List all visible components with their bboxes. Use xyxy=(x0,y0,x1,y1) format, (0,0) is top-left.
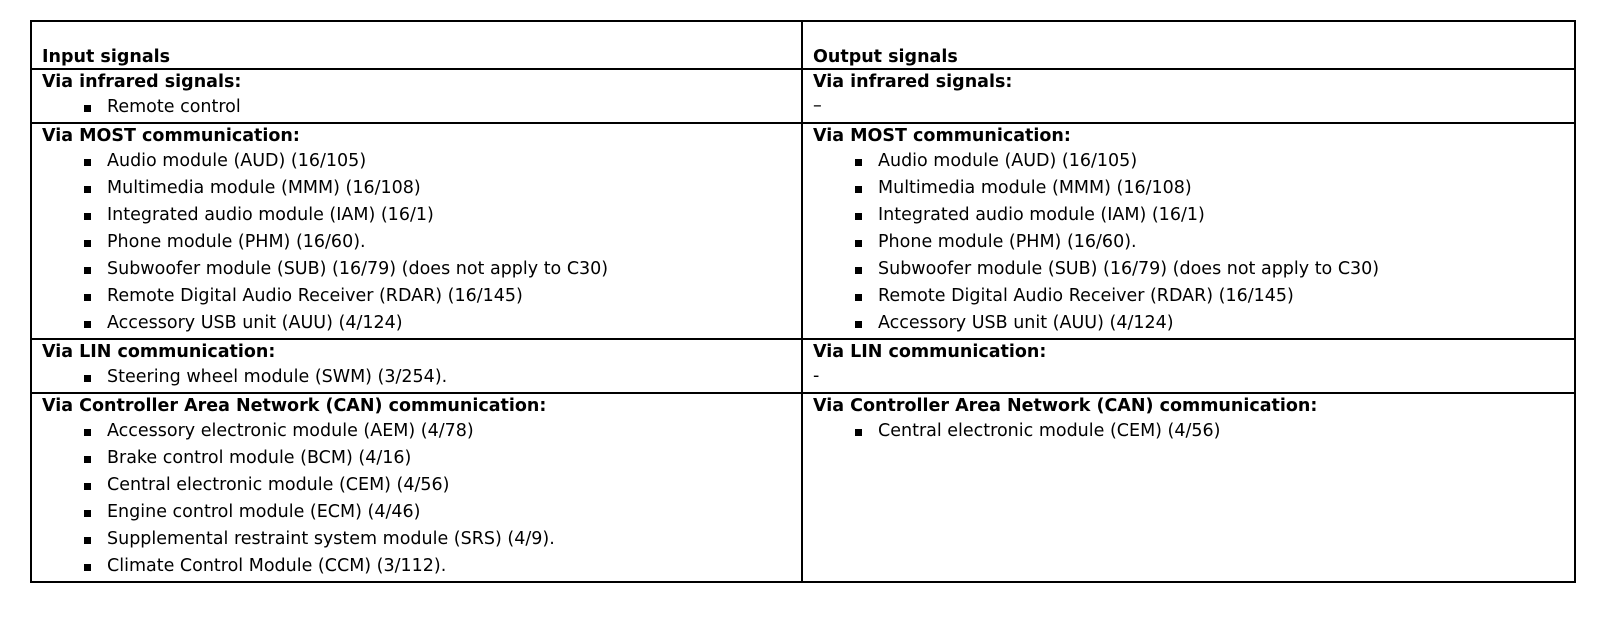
list-item-label: Engine control module (ECM) (4/46) xyxy=(107,502,421,522)
list-item-label: Multimedia module (MMM) (16/108) xyxy=(878,178,1192,198)
header-input-signals: Input signals xyxy=(31,21,802,69)
square-bullet-icon xyxy=(84,240,91,247)
list-item-label: Phone module (PHM) (16/60). xyxy=(878,232,1137,252)
module-list xyxy=(42,94,801,121)
square-bullet-icon xyxy=(84,510,91,517)
list-item-label: Supplemental restraint system module (SRS) (4/9). xyxy=(107,529,555,549)
list-item xyxy=(42,364,801,391)
signal-group-row xyxy=(31,69,1575,123)
group-title: Via infrared signals: xyxy=(42,72,242,92)
list-item-label: Subwoofer module (SUB) (16/79) (does not apply to C30) xyxy=(107,259,609,279)
output-signals-cell xyxy=(802,393,1575,582)
list-item xyxy=(42,310,801,337)
input-signals-cell xyxy=(31,69,802,123)
square-bullet-icon xyxy=(84,213,91,220)
list-item xyxy=(42,175,801,202)
header-row xyxy=(31,21,1575,69)
output-signals-cell xyxy=(802,123,1575,339)
input-signals-cell xyxy=(31,339,802,393)
square-bullet-icon xyxy=(855,294,862,301)
module-list xyxy=(42,364,801,391)
square-bullet-icon xyxy=(855,429,862,436)
list-item-label: Central electronic module (CEM) (4/56) xyxy=(878,421,1221,441)
square-bullet-icon xyxy=(855,159,862,166)
header-output-signals: Output signals xyxy=(802,21,1575,69)
group-title: Via LIN communication: xyxy=(813,342,1047,362)
empty-dash: – xyxy=(813,96,822,116)
square-bullet-icon xyxy=(855,213,862,220)
list-item xyxy=(813,148,1574,175)
square-bullet-icon xyxy=(84,537,91,544)
square-bullet-icon xyxy=(855,267,862,274)
list-item-label: Central electronic module (CEM) (4/56) xyxy=(107,475,450,495)
list-item-label: Brake control module (BCM) (4/16) xyxy=(107,448,412,468)
square-bullet-icon xyxy=(84,429,91,436)
list-item xyxy=(42,499,801,526)
group-title: Via MOST communication: xyxy=(42,126,300,146)
signals-table-body xyxy=(31,21,1575,582)
signal-group-row xyxy=(31,393,1575,582)
list-item xyxy=(813,202,1574,229)
list-item-label: Integrated audio module (IAM) (16/1) xyxy=(878,205,1205,225)
list-item xyxy=(813,283,1574,310)
input-signals-cell xyxy=(31,123,802,339)
list-item xyxy=(42,256,801,283)
square-bullet-icon xyxy=(855,321,862,328)
square-bullet-icon xyxy=(84,321,91,328)
square-bullet-icon xyxy=(84,564,91,571)
list-item-label: Audio module (AUD) (16/105) xyxy=(107,151,367,171)
list-item xyxy=(42,202,801,229)
list-item xyxy=(813,310,1574,337)
list-item xyxy=(42,553,801,580)
module-list xyxy=(813,418,1574,445)
list-item-label: Remote control xyxy=(107,97,241,117)
list-item-label: Climate Control Module (CCM) (3/112). xyxy=(107,556,447,576)
list-item xyxy=(42,283,801,310)
list-item xyxy=(42,229,801,256)
list-item xyxy=(42,526,801,553)
module-list xyxy=(42,148,801,337)
input-signals-cell xyxy=(31,393,802,582)
list-item-label: Subwoofer module (SUB) (16/79) (does not apply to C30) xyxy=(878,259,1380,279)
square-bullet-icon xyxy=(84,456,91,463)
list-item xyxy=(813,256,1574,283)
signals-table xyxy=(30,20,1576,583)
list-item-label: Phone module (PHM) (16/60). xyxy=(107,232,366,252)
list-item-label: Remote Digital Audio Receiver (RDAR) (16/145) xyxy=(107,286,523,306)
list-item-label: Steering wheel module (SWM) (3/254). xyxy=(107,367,448,387)
square-bullet-icon xyxy=(84,294,91,301)
list-item-label: Integrated audio module (IAM) (16/1) xyxy=(107,205,434,225)
square-bullet-icon xyxy=(84,186,91,193)
square-bullet-icon xyxy=(855,240,862,247)
list-item xyxy=(42,94,801,121)
list-item xyxy=(813,175,1574,202)
square-bullet-icon xyxy=(84,105,91,112)
list-item xyxy=(813,418,1574,445)
module-list xyxy=(42,418,801,580)
signal-group-row xyxy=(31,339,1575,393)
group-title: Via MOST communication: xyxy=(813,126,1071,146)
square-bullet-icon xyxy=(84,267,91,274)
group-title: Via LIN communication: xyxy=(42,342,276,362)
empty-dash: - xyxy=(813,366,820,386)
list-item-label: Multimedia module (MMM) (16/108) xyxy=(107,178,421,198)
list-item-label: Accessory USB unit (AUU) (4/124) xyxy=(107,313,403,333)
output-signals-cell xyxy=(802,339,1575,393)
square-bullet-icon xyxy=(84,159,91,166)
list-item-label: Accessory USB unit (AUU) (4/124) xyxy=(878,313,1174,333)
list-item-label: Audio module (AUD) (16/105) xyxy=(878,151,1138,171)
square-bullet-icon xyxy=(855,186,862,193)
output-signals-cell xyxy=(802,69,1575,123)
list-item xyxy=(42,445,801,472)
square-bullet-icon xyxy=(84,375,91,382)
list-item-label: Accessory electronic module (AEM) (4/78) xyxy=(107,421,474,441)
list-item xyxy=(813,229,1574,256)
module-list xyxy=(813,148,1574,337)
group-title: Via Controller Area Network (CAN) communication: xyxy=(42,396,547,416)
signal-group-row xyxy=(31,123,1575,339)
square-bullet-icon xyxy=(84,483,91,490)
group-title: Via Controller Area Network (CAN) communication: xyxy=(813,396,1318,416)
list-item xyxy=(42,472,801,499)
list-item xyxy=(42,148,801,175)
list-item-label: Remote Digital Audio Receiver (RDAR) (16/145) xyxy=(878,286,1294,306)
list-item xyxy=(42,418,801,445)
group-title: Via infrared signals: xyxy=(813,72,1013,92)
